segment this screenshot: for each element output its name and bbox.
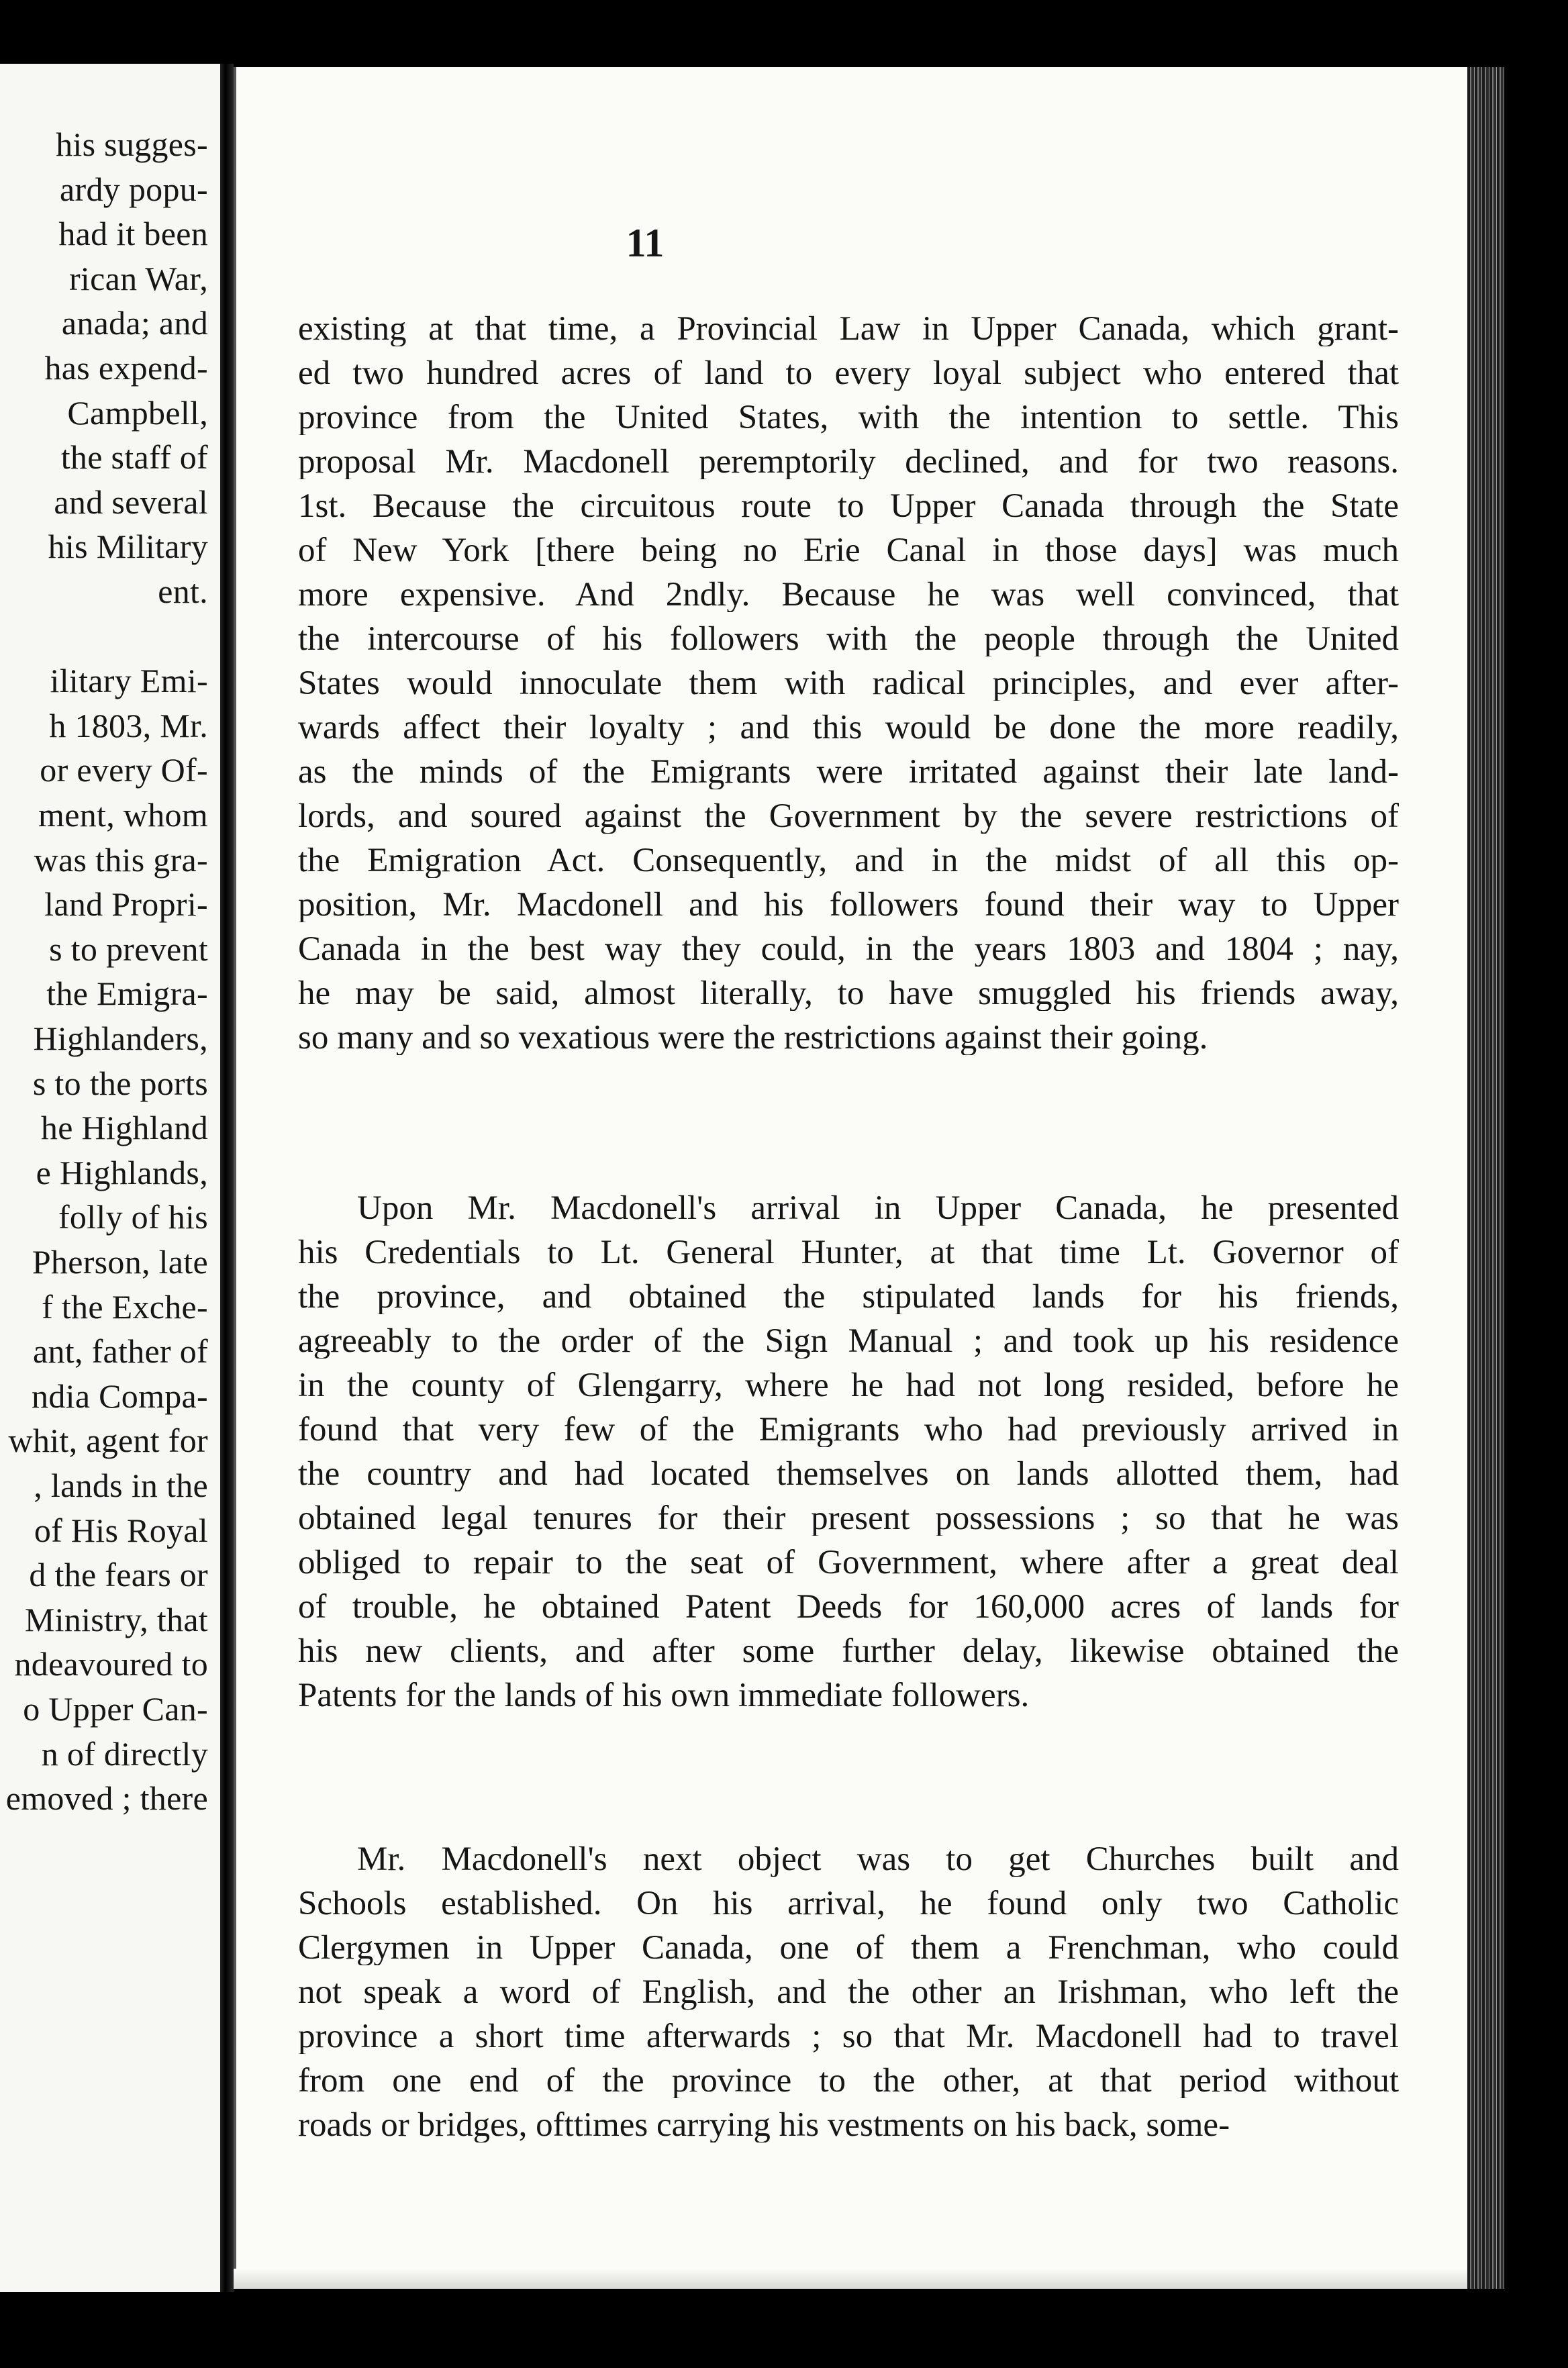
previous-page-line: d the fears or bbox=[29, 1556, 208, 1594]
paragraph-1-line: as the minds of the Emigrants were irritated against their late land- bbox=[298, 755, 1399, 789]
previous-page-line: land Propri- bbox=[44, 885, 208, 924]
previous-page-line: was this gra- bbox=[34, 840, 208, 879]
previous-page-line: ardy popu- bbox=[60, 170, 208, 208]
paragraph-2-line: the province, and obtained the stipulated lands for his friends, bbox=[298, 1280, 1399, 1314]
paragraph-1-line: more expensive. And 2ndly. Because he was well convinced, that bbox=[298, 578, 1399, 612]
paragraph-3-line: Mr. Macdonell's next object was to get Churches built and bbox=[357, 1842, 1399, 1877]
previous-page-line: anada; and bbox=[61, 304, 208, 342]
previous-page-line: folly of his bbox=[58, 1198, 208, 1236]
paragraph-3-line: province a short time afterwards ; so that Mr. Macdonell had to travel bbox=[298, 2020, 1399, 2054]
paragraph-2-line: obtained legal tenures for their present possessions ; so that he was bbox=[298, 1501, 1399, 1536]
page-bottom-shadow bbox=[234, 2269, 1467, 2289]
paragraph-2-line: Patents for the lands of his own immediate followers. bbox=[298, 1679, 1030, 1713]
paragraph-3-line: from one end of the province to the other, at that period without bbox=[298, 2064, 1399, 2098]
previous-page-line: the staff of bbox=[60, 438, 208, 477]
previous-page-line: , lands in the bbox=[34, 1467, 208, 1504]
previous-page-line: Ministry, that bbox=[24, 1600, 208, 1638]
previous-page-line: ilitary Emi- bbox=[50, 662, 208, 700]
previous-page-line: Highlanders, bbox=[33, 1020, 208, 1057]
previous-page bbox=[0, 64, 220, 2292]
paragraph-1-line: he may be said, almost literally, to have smuggled his friends away, bbox=[298, 977, 1399, 1011]
paragraph-1-line: 1st. Because the circuitous route to Upper Canada through the State bbox=[298, 489, 1399, 524]
paragraph-1-line: proposal Mr. Macdonell peremptorily declined, and for two reasons. bbox=[298, 445, 1399, 479]
previous-page-line: and several bbox=[54, 483, 208, 521]
previous-page-line: emoved ; there bbox=[5, 1779, 208, 1818]
previous-page-line: Pherson, late bbox=[32, 1243, 208, 1281]
paragraph-1-line: province from the United States, with the intention to settle. This bbox=[298, 401, 1399, 435]
previous-page-line: s to prevent bbox=[49, 930, 208, 968]
paragraph-2-line: Upon Mr. Macdonell's arrival in Upper Canada, he presented bbox=[357, 1191, 1399, 1226]
current-page bbox=[234, 67, 1470, 2289]
paragraph-1-line: position, Mr. Macdonell and his followers found their way to Upper bbox=[298, 888, 1399, 922]
previous-page-line: whit, agent for bbox=[8, 1422, 208, 1460]
previous-page-line: ndia Compa- bbox=[32, 1377, 208, 1415]
paragraph-1-line: existing at that time, a Provincial Law in Upper Canada, which grant- bbox=[298, 312, 1399, 346]
paragraph-3-line: Schools established. On his arrival, he found only two Catholic bbox=[298, 1887, 1399, 1921]
previous-page-line: or every Of- bbox=[40, 751, 208, 789]
previous-page-line: h 1803, Mr. bbox=[49, 706, 208, 744]
paragraph-3-line: roads or bridges, ofttimes carrying his vestments on his back, some- bbox=[298, 2108, 1230, 2142]
previous-page-line: rican War, bbox=[68, 259, 208, 297]
paragraph-1-line: the intercourse of his followers with the people through the United bbox=[298, 622, 1399, 656]
paragraph-3-line: not speak a word of English, and the other an Irishman, who left the bbox=[298, 1975, 1399, 2010]
previous-page-line: ndeavoured to bbox=[14, 1645, 208, 1683]
paragraph-2-line: found that very few of the Emigrants who had previously arrived in bbox=[298, 1413, 1399, 1447]
paragraph-1-line: ed two hundred acres of land to every loyal subject who entered that bbox=[298, 356, 1399, 391]
previous-page-line: s to the ports bbox=[32, 1064, 208, 1102]
paragraph-3-line: Clergymen in Upper Canada, one of them a Frenchman, who could bbox=[298, 1931, 1399, 1965]
page-number: 11 bbox=[626, 221, 665, 265]
paragraph-2-line: of trouble, he obtained Patent Deeds for 160,000 acres of lands for bbox=[298, 1590, 1399, 1624]
previous-page-line: Campbell, bbox=[67, 393, 208, 432]
previous-page-line: his sugges- bbox=[56, 126, 208, 163]
paragraph-1-line: States would innoculate them with radical principles, and ever after- bbox=[298, 667, 1399, 701]
previous-page-line: ent. bbox=[158, 573, 208, 610]
paragraph-1-line: so many and so vexatious were the restrictions against their going. bbox=[298, 1021, 1208, 1055]
previous-page-line: ant, father of bbox=[32, 1332, 208, 1371]
paragraph-1-line: wards affect their loyalty ; and this would be done the more readily, bbox=[298, 711, 1399, 745]
paragraph-2-line: obliged to repair to the seat of Government, where after a great deal bbox=[298, 1546, 1399, 1580]
previous-page-line: o Upper Can- bbox=[23, 1690, 208, 1728]
previous-page-line: ment, whom bbox=[38, 796, 208, 834]
page-edges bbox=[1467, 67, 1504, 2289]
previous-page-line: his Military bbox=[48, 528, 208, 566]
paragraph-1-line: Canada in the best way they could, in the years 1803 and 1804 ; nay, bbox=[298, 932, 1399, 967]
previous-page-line: f the Exche- bbox=[42, 1287, 208, 1326]
previous-page-line: n of directly bbox=[41, 1734, 208, 1773]
previous-page-line: of His Royal bbox=[34, 1511, 208, 1549]
previous-page-line: he Highland bbox=[40, 1109, 208, 1147]
paragraph-2-line: the country and had located themselves on lands allotted them, had bbox=[298, 1457, 1399, 1491]
previous-page-line: e Highlands, bbox=[36, 1153, 208, 1191]
previous-page-line: the Emigra- bbox=[46, 975, 208, 1013]
paragraph-1-line: the Emigration Act. Consequently, and in the midst of all this op- bbox=[298, 844, 1399, 878]
paragraph-2-line: agreeably to the order of the Sign Manual ; and took up his residence bbox=[298, 1324, 1399, 1359]
previous-page-line: had it been bbox=[58, 215, 208, 253]
paragraph-2-line: in the county of Glengarry, where he had not long resided, before he bbox=[298, 1369, 1399, 1403]
paragraph-1-line: lords, and soured against the Government by the severe restrictions of bbox=[298, 799, 1399, 834]
previous-page-line: has expend- bbox=[44, 349, 208, 387]
book-gutter bbox=[220, 64, 234, 2292]
paragraph-2-line: his Credentials to Lt. General Hunter, at that time Lt. Governor of bbox=[298, 1236, 1399, 1270]
paragraph-2-line: his new clients, and after some further delay, likewise obtained the bbox=[298, 1634, 1399, 1669]
paragraph-1-line: of New York [there being no Erie Canal in those days] was much bbox=[298, 534, 1399, 568]
